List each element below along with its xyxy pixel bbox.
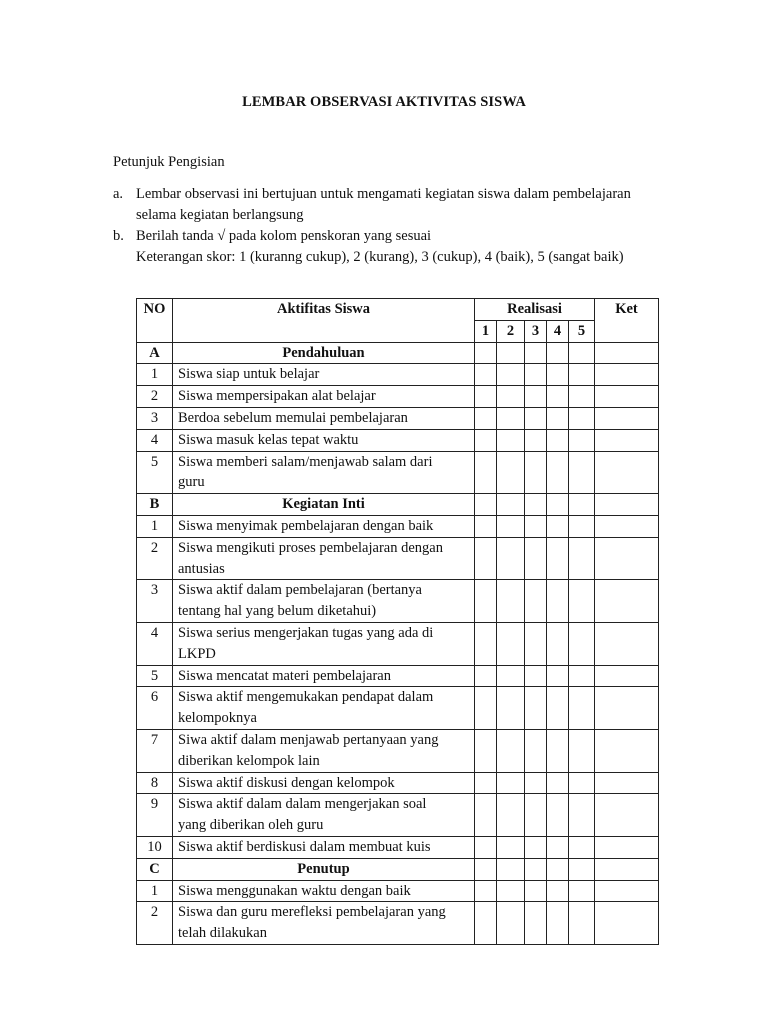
column-header-activity: Aktifitas Siswa bbox=[173, 299, 475, 343]
table-row bbox=[137, 772, 659, 794]
score-cell-5[interactable] bbox=[569, 494, 595, 516]
score-cell-3[interactable] bbox=[525, 429, 547, 451]
row-number: 2 bbox=[137, 386, 173, 408]
score-cell-5[interactable] bbox=[569, 858, 595, 880]
activity-cell bbox=[173, 515, 475, 537]
activity-line: Siswa serius mengerjakan tugas yang ada di bbox=[178, 624, 434, 641]
score-cell-2[interactable] bbox=[497, 515, 525, 537]
note-cell[interactable] bbox=[595, 342, 659, 364]
score-cell-3[interactable] bbox=[525, 580, 547, 623]
row-number: 2 bbox=[137, 537, 173, 580]
activity-line: Siswa menyimak pembelajaran dengan baik bbox=[178, 517, 434, 534]
section-title: Kegiatan Inti bbox=[173, 494, 475, 516]
score-cell-2[interactable] bbox=[497, 858, 525, 880]
instruction-text bbox=[136, 226, 673, 268]
score-cell-2[interactable] bbox=[497, 364, 525, 386]
table-row bbox=[137, 537, 659, 580]
score-cell-2[interactable] bbox=[497, 880, 525, 902]
score-cell-5[interactable] bbox=[569, 794, 595, 837]
section-row bbox=[137, 494, 659, 516]
activity-cell bbox=[173, 836, 475, 858]
activity-line: antusias bbox=[178, 560, 225, 577]
score-cell-4[interactable] bbox=[547, 364, 569, 386]
activity-line: Siswa masuk kelas tepat waktu bbox=[178, 431, 359, 448]
score-cell-5[interactable] bbox=[569, 772, 595, 794]
note-cell[interactable] bbox=[595, 794, 659, 837]
note-cell[interactable] bbox=[595, 386, 659, 408]
score-header-3: 3 bbox=[525, 320, 547, 342]
score-cell-5[interactable] bbox=[569, 537, 595, 580]
activity-line: Siswa menggunakan waktu dengan baik bbox=[178, 882, 411, 899]
score-cell-2[interactable] bbox=[497, 407, 525, 429]
score-cell-4[interactable] bbox=[547, 622, 569, 665]
section-row bbox=[137, 342, 659, 364]
score-cell-1[interactable] bbox=[475, 429, 497, 451]
score-cell-2[interactable] bbox=[497, 665, 525, 687]
score-cell-5[interactable] bbox=[569, 364, 595, 386]
table-row bbox=[137, 729, 659, 772]
row-number: 3 bbox=[137, 407, 173, 429]
column-header-note: Ket bbox=[595, 299, 659, 343]
score-cell-3[interactable] bbox=[525, 364, 547, 386]
score-cell-3[interactable] bbox=[525, 622, 547, 665]
section-title: Penutup bbox=[173, 858, 475, 880]
table-row bbox=[137, 364, 659, 386]
score-cell-4[interactable] bbox=[547, 451, 569, 494]
score-cell-1[interactable] bbox=[475, 880, 497, 902]
table-row bbox=[137, 836, 659, 858]
score-cell-3[interactable] bbox=[525, 687, 547, 730]
instruction-line: Berilah tanda √ pada kolom penskoran yang sesuai bbox=[136, 228, 432, 244]
activity-cell bbox=[173, 794, 475, 837]
note-cell[interactable] bbox=[595, 665, 659, 687]
score-cell-3[interactable] bbox=[525, 880, 547, 902]
row-number: 9 bbox=[137, 794, 173, 837]
table-row bbox=[137, 665, 659, 687]
score-cell-4[interactable] bbox=[547, 687, 569, 730]
score-cell-5[interactable] bbox=[569, 902, 595, 945]
table-row bbox=[137, 687, 659, 730]
activity-line: diberikan kelompok lain bbox=[178, 752, 320, 769]
section-code: A bbox=[137, 342, 173, 364]
score-cell-4[interactable] bbox=[547, 494, 569, 516]
note-cell[interactable] bbox=[595, 429, 659, 451]
activity-cell bbox=[173, 687, 475, 730]
note-cell[interactable] bbox=[595, 494, 659, 516]
score-cell-3[interactable] bbox=[525, 902, 547, 945]
row-number: 10 bbox=[137, 836, 173, 858]
table-row bbox=[137, 407, 659, 429]
note-cell[interactable] bbox=[595, 364, 659, 386]
table-row bbox=[137, 386, 659, 408]
table-row bbox=[137, 429, 659, 451]
instruction-marker: b. bbox=[113, 228, 124, 244]
table-row bbox=[137, 622, 659, 665]
score-header-5: 5 bbox=[569, 320, 595, 342]
score-cell-1[interactable] bbox=[475, 494, 497, 516]
activity-line: Siswa siap untuk belajar bbox=[178, 366, 320, 383]
row-number: 4 bbox=[137, 429, 173, 451]
score-cell-1[interactable] bbox=[475, 858, 497, 880]
score-cell-5[interactable] bbox=[569, 515, 595, 537]
section-title: Pendahuluan bbox=[173, 342, 475, 364]
score-cell-4[interactable] bbox=[547, 880, 569, 902]
score-cell-2[interactable] bbox=[497, 729, 525, 772]
instruction-line: selama kegiatan berlangsung bbox=[136, 207, 304, 223]
instruction-text bbox=[136, 184, 673, 226]
activity-cell bbox=[173, 451, 475, 494]
score-cell-2[interactable] bbox=[497, 580, 525, 623]
score-cell-4[interactable] bbox=[547, 407, 569, 429]
score-cell-2[interactable] bbox=[497, 342, 525, 364]
score-cell-1[interactable] bbox=[475, 364, 497, 386]
row-number: 7 bbox=[137, 729, 173, 772]
score-header-2: 2 bbox=[497, 320, 525, 342]
activity-cell bbox=[173, 429, 475, 451]
note-cell[interactable] bbox=[595, 858, 659, 880]
table-row bbox=[137, 580, 659, 623]
score-cell-2[interactable] bbox=[497, 386, 525, 408]
row-number: 6 bbox=[137, 687, 173, 730]
activity-cell bbox=[173, 537, 475, 580]
row-number: 4 bbox=[137, 622, 173, 665]
score-cell-1[interactable] bbox=[475, 386, 497, 408]
score-cell-3[interactable] bbox=[525, 729, 547, 772]
note-cell[interactable] bbox=[595, 880, 659, 902]
table-row bbox=[137, 451, 659, 494]
score-cell-1[interactable] bbox=[475, 515, 497, 537]
note-cell[interactable] bbox=[595, 902, 659, 945]
activity-line: LKPD bbox=[178, 645, 216, 662]
activity-cell bbox=[173, 580, 475, 623]
note-cell[interactable] bbox=[595, 729, 659, 772]
activity-cell bbox=[173, 407, 475, 429]
activity-line: Siswa aktif diskusi dengan kelompok bbox=[178, 774, 395, 791]
score-cell-4[interactable] bbox=[547, 858, 569, 880]
score-cell-4[interactable] bbox=[547, 902, 569, 945]
score-cell-4[interactable] bbox=[547, 665, 569, 687]
score-cell-5[interactable] bbox=[569, 622, 595, 665]
row-number: 1 bbox=[137, 880, 173, 902]
score-cell-2[interactable] bbox=[497, 902, 525, 945]
score-cell-5[interactable] bbox=[569, 836, 595, 858]
observation-table bbox=[136, 298, 659, 945]
score-cell-4[interactable] bbox=[547, 729, 569, 772]
note-cell[interactable] bbox=[595, 836, 659, 858]
row-number: 5 bbox=[137, 451, 173, 494]
document-title: LEMBAR OBSERVASI AKTIVITAS SISWA bbox=[242, 94, 526, 110]
activity-line: yang diberikan oleh guru bbox=[178, 817, 324, 834]
observation-table-body bbox=[137, 342, 659, 944]
score-cell-3[interactable] bbox=[525, 494, 547, 516]
score-cell-3[interactable] bbox=[525, 537, 547, 580]
table-row bbox=[137, 515, 659, 537]
score-cell-1[interactable] bbox=[475, 687, 497, 730]
score-cell-2[interactable] bbox=[497, 836, 525, 858]
activity-cell bbox=[173, 902, 475, 945]
table-row bbox=[137, 880, 659, 902]
score-cell-1[interactable] bbox=[475, 451, 497, 494]
score-cell-2[interactable] bbox=[497, 451, 525, 494]
score-cell-5[interactable] bbox=[569, 729, 595, 772]
activity-line: Siswa memberi salam/menjawab salam dari bbox=[178, 453, 433, 470]
activity-line: Siswa aktif berdiskusi dalam membuat kuis bbox=[178, 838, 431, 855]
instruction-line: Keterangan skor: 1 (kuranng cukup), 2 (kurang), 3 (cukup), 4 (baik), 5 (sangat baik) bbox=[136, 249, 624, 265]
score-cell-5[interactable] bbox=[569, 451, 595, 494]
score-cell-5[interactable] bbox=[569, 665, 595, 687]
section-row bbox=[137, 858, 659, 880]
activity-line: Siswa aktif mengemukakan pendapat dalam bbox=[178, 689, 434, 706]
activity-line: Siwa aktif dalam menjawab pertanyaan yang bbox=[178, 731, 439, 748]
row-number: 3 bbox=[137, 580, 173, 623]
note-cell[interactable] bbox=[595, 451, 659, 494]
score-header-4: 4 bbox=[547, 320, 569, 342]
instruction-marker: a. bbox=[113, 186, 124, 202]
table-row bbox=[137, 902, 659, 945]
column-header-no: NO bbox=[137, 299, 173, 343]
score-cell-4[interactable] bbox=[547, 342, 569, 364]
table-row bbox=[137, 794, 659, 837]
score-cell-1[interactable] bbox=[475, 537, 497, 580]
activity-cell bbox=[173, 772, 475, 794]
activity-cell bbox=[173, 729, 475, 772]
score-cell-4[interactable] bbox=[547, 537, 569, 580]
score-cell-1[interactable] bbox=[475, 772, 497, 794]
activity-line: Siswa dan guru merefleksi pembelajaran yang bbox=[178, 904, 446, 921]
note-cell[interactable] bbox=[595, 622, 659, 665]
note-cell[interactable] bbox=[595, 407, 659, 429]
activity-line: tentang hal yang belum diketahui) bbox=[178, 603, 377, 620]
score-cell-5[interactable] bbox=[569, 407, 595, 429]
score-header-1: 1 bbox=[475, 320, 497, 342]
activity-line: Siswa aktif dalam pembelajaran (bertanya bbox=[178, 582, 422, 599]
activity-cell bbox=[173, 364, 475, 386]
score-cell-3[interactable] bbox=[525, 386, 547, 408]
score-cell-3[interactable] bbox=[525, 772, 547, 794]
score-cell-4[interactable] bbox=[547, 836, 569, 858]
row-number: 5 bbox=[137, 665, 173, 687]
score-cell-1[interactable] bbox=[475, 342, 497, 364]
score-cell-1[interactable] bbox=[475, 665, 497, 687]
score-cell-3[interactable] bbox=[525, 451, 547, 494]
row-number: 8 bbox=[137, 772, 173, 794]
instruction-item bbox=[113, 184, 673, 226]
score-cell-2[interactable] bbox=[497, 494, 525, 516]
activity-line: Siswa mencatat materi pembelajaran bbox=[178, 667, 391, 684]
activity-cell bbox=[173, 665, 475, 687]
score-cell-2[interactable] bbox=[497, 687, 525, 730]
score-cell-1[interactable] bbox=[475, 407, 497, 429]
score-cell-2[interactable] bbox=[497, 772, 525, 794]
score-cell-5[interactable] bbox=[569, 342, 595, 364]
score-cell-1[interactable] bbox=[475, 902, 497, 945]
score-cell-4[interactable] bbox=[547, 429, 569, 451]
score-cell-4[interactable] bbox=[547, 386, 569, 408]
note-cell[interactable] bbox=[595, 687, 659, 730]
activity-line: Siswa aktif dalam dalam mengerjakan soal bbox=[178, 796, 427, 813]
score-cell-1[interactable] bbox=[475, 729, 497, 772]
score-cell-5[interactable] bbox=[569, 580, 595, 623]
activity-line: guru bbox=[178, 474, 205, 491]
note-cell[interactable] bbox=[595, 537, 659, 580]
score-cell-3[interactable] bbox=[525, 407, 547, 429]
section-code: C bbox=[137, 858, 173, 880]
activity-line: Siswa mengikuti proses pembelajaran dengan bbox=[178, 539, 443, 556]
activity-line: Siswa mempersipakan alat belajar bbox=[178, 388, 376, 405]
score-cell-3[interactable] bbox=[525, 858, 547, 880]
score-cell-5[interactable] bbox=[569, 386, 595, 408]
activity-line: kelompoknya bbox=[178, 710, 257, 727]
score-cell-2[interactable] bbox=[497, 794, 525, 837]
note-cell[interactable] bbox=[595, 515, 659, 537]
score-cell-4[interactable] bbox=[547, 772, 569, 794]
score-cell-3[interactable] bbox=[525, 515, 547, 537]
score-cell-3[interactable] bbox=[525, 342, 547, 364]
note-cell[interactable] bbox=[595, 772, 659, 794]
activity-line: Berdoa sebelum memulai pembelajaran bbox=[178, 409, 408, 426]
activity-cell bbox=[173, 622, 475, 665]
column-header-realization: Realisasi bbox=[475, 299, 595, 321]
row-number: 1 bbox=[137, 364, 173, 386]
score-cell-1[interactable] bbox=[475, 580, 497, 623]
score-cell-2[interactable] bbox=[497, 622, 525, 665]
score-cell-1[interactable] bbox=[475, 794, 497, 837]
activity-cell bbox=[173, 386, 475, 408]
score-cell-3[interactable] bbox=[525, 836, 547, 858]
instructions-heading: Petunjuk Pengisian bbox=[113, 154, 225, 170]
score-cell-5[interactable] bbox=[569, 429, 595, 451]
row-number: 1 bbox=[137, 515, 173, 537]
instruction-item bbox=[113, 226, 673, 268]
instruction-line: Lembar observasi ini bertujuan untuk mengamati kegiatan siswa dalam pembelajaran bbox=[136, 186, 631, 202]
score-cell-5[interactable] bbox=[569, 880, 595, 902]
note-cell[interactable] bbox=[595, 580, 659, 623]
activity-line: telah dilakukan bbox=[178, 925, 267, 942]
score-cell-2[interactable] bbox=[497, 429, 525, 451]
score-cell-1[interactable] bbox=[475, 622, 497, 665]
activity-cell bbox=[173, 880, 475, 902]
section-code: B bbox=[137, 494, 173, 516]
score-cell-4[interactable] bbox=[547, 580, 569, 623]
score-cell-1[interactable] bbox=[475, 836, 497, 858]
row-number: 2 bbox=[137, 902, 173, 945]
score-cell-4[interactable] bbox=[547, 794, 569, 837]
score-cell-2[interactable] bbox=[497, 537, 525, 580]
score-cell-3[interactable] bbox=[525, 665, 547, 687]
score-cell-3[interactable] bbox=[525, 794, 547, 837]
score-cell-5[interactable] bbox=[569, 687, 595, 730]
score-cell-4[interactable] bbox=[547, 515, 569, 537]
